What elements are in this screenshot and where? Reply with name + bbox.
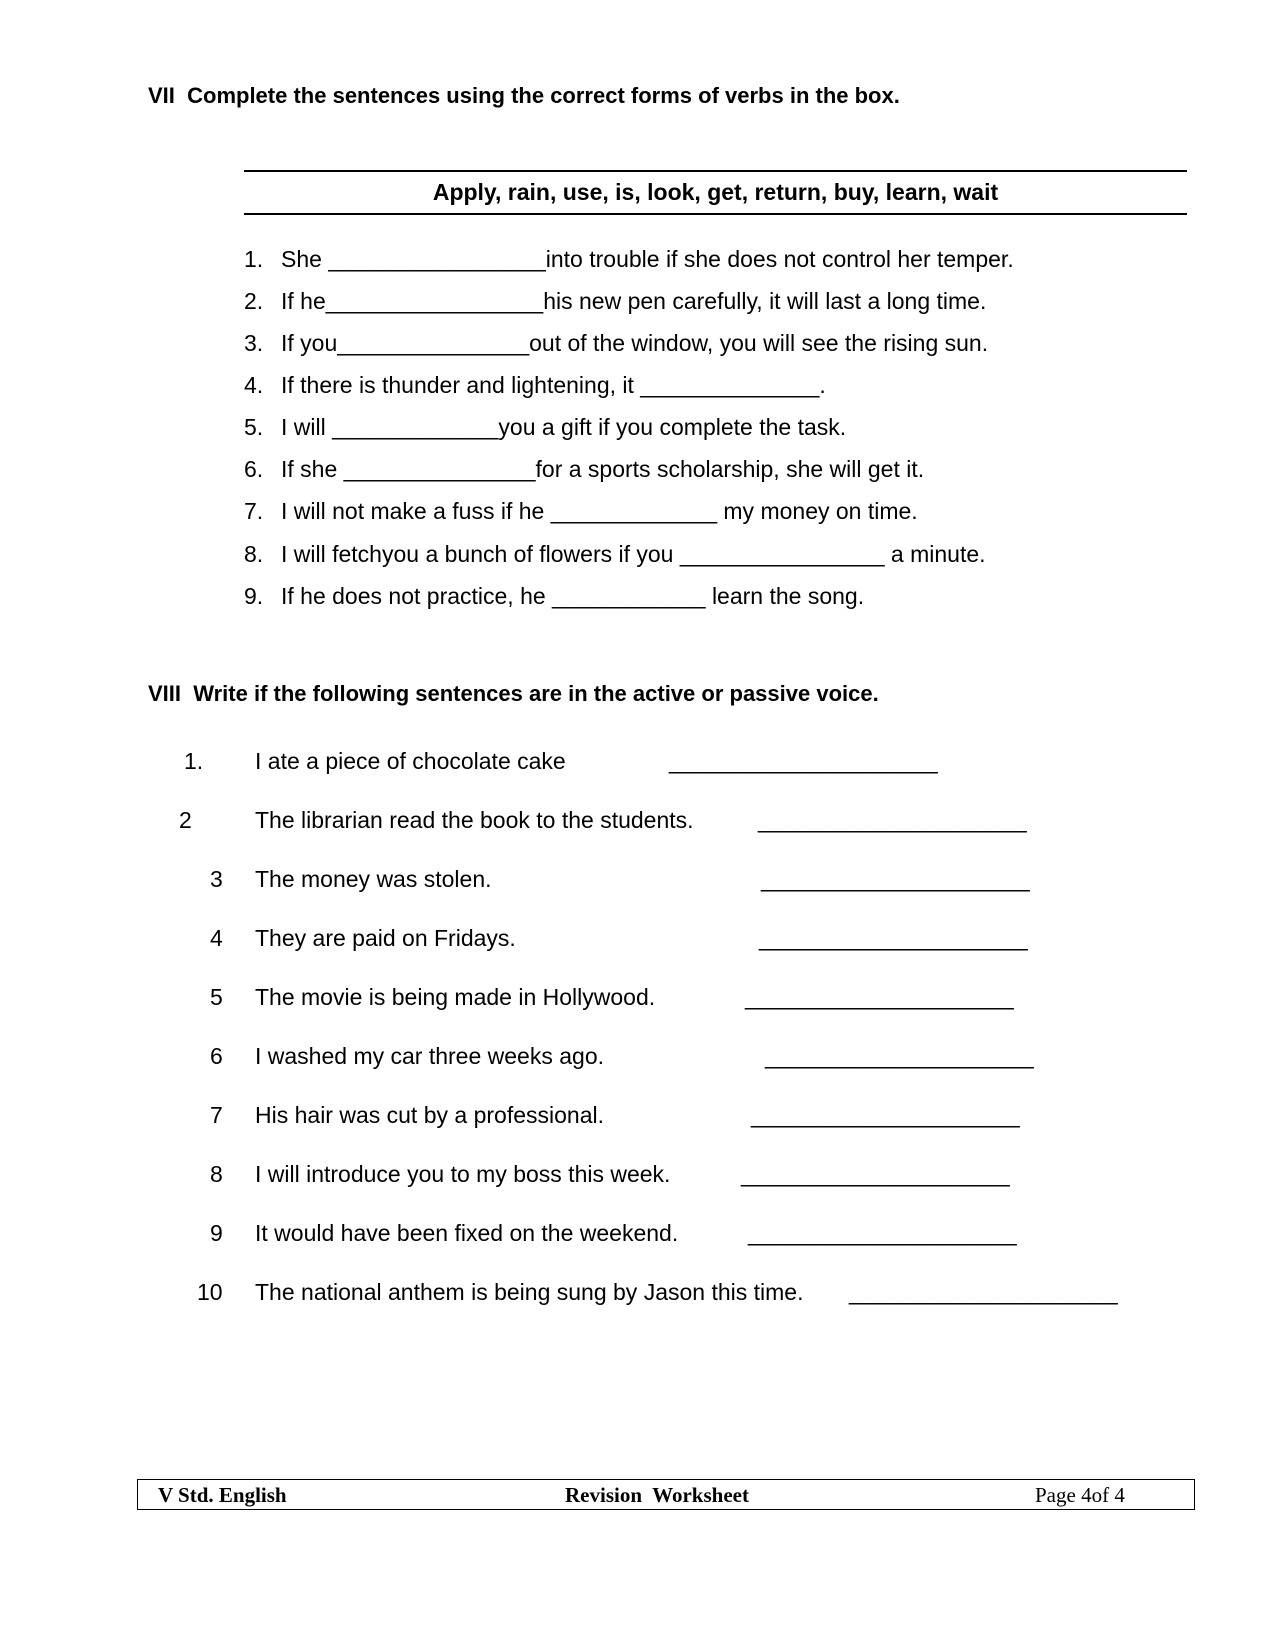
s8-item-3-answer-line: _____________________ [761,866,1030,892]
s8-item-9-number: 9 [210,1220,223,1246]
s8-item-7-answer-line: _____________________ [751,1102,1020,1128]
s8-item-2-answer-line: _____________________ [758,807,1027,833]
verb-box [244,170,1187,215]
s7-item-5-text: I will _____________you a gift if you complete the task. [281,414,847,440]
s8-item-7-text: His hair was cut by a professional. [255,1102,604,1128]
s8-item-5-answer-line: _____________________ [745,984,1014,1010]
s8-item-8-number: 8 [210,1161,223,1187]
s8-item-7-number: 7 [210,1102,223,1128]
s7-item-4-number: 4. [244,372,264,398]
s7-item-5-number: 5. [244,414,264,440]
s8-item-9-text: It would have been fixed on the weekend. [255,1220,679,1246]
section-8-heading: VIII Write if the following sentences are in the active or passive voice. [148,681,879,706]
section-7-heading: VII Complete the sentences using the correct forms of verbs in the box. [148,83,900,108]
s7-item-2-number: 2. [244,288,264,314]
s7-item-9-text: If he does not practice, he ____________ learn the song. [281,583,865,609]
s7-item-6-text: If she _______________for a sports scholarship, she will get it. [281,456,925,482]
footer-class-label: V Std. English [158,1483,287,1507]
s7-item-1-number: 1. [244,246,264,272]
s8-item-10-number: 10 [197,1279,223,1305]
s7-item-8-number: 8. [244,541,264,567]
s7-item-4-text: If there is thunder and lightening, it ______________. [281,372,826,398]
s8-item-5-number: 5 [210,984,223,1010]
s7-item-3-number: 3. [244,330,264,356]
s8-item-10-answer-line: _____________________ [849,1279,1118,1305]
s7-item-9-number: 9. [244,583,264,609]
s8-item-8-answer-line: _____________________ [741,1161,1010,1187]
s8-item-6-answer-line: _____________________ [765,1043,1034,1069]
footer-title: Revision Worksheet [565,1483,749,1507]
s8-item-3-text: The money was stolen. [255,866,492,892]
s8-item-2-number: 2 [179,807,192,833]
s8-item-1-answer-line: _____________________ [669,748,938,774]
s8-item-2-text: The librarian read the book to the students. [255,807,694,833]
s8-item-5-text: The movie is being made in Hollywood. [255,984,656,1010]
s8-item-1-text: I ate a piece of chocolate cake [255,748,566,774]
s7-item-8-text: I will fetchyou a bunch of flowers if you ________________ a minute. [281,541,986,567]
s8-item-1-number: 1. [184,748,204,774]
page-footer [137,1479,1195,1510]
s7-item-2-text: If he_________________his new pen carefully, it will last a long time. [281,288,987,314]
s8-item-8-text: I will introduce you to my boss this week. [255,1161,671,1187]
s7-item-6-number: 6. [244,456,264,482]
s8-item-10-text: The national anthem is being sung by Jason this time. [255,1279,804,1305]
s8-item-6-text: I washed my car three weeks ago. [255,1043,604,1069]
s8-item-6-number: 6 [210,1043,223,1069]
s7-item-7-text: I will not make a fuss if he _____________ my money on time. [281,498,918,524]
s8-item-4-number: 4 [210,925,223,951]
s7-item-3-text: If you_______________out of the window, you will see the rising sun. [281,330,989,356]
s7-item-7-number: 7. [244,498,264,524]
footer-page-number: Page 4of 4 [1035,1483,1125,1507]
s7-item-1-text: She _________________into trouble if she does not control her temper. [281,246,1014,272]
s8-item-4-answer-line: _____________________ [759,925,1028,951]
verb-list: Apply, rain, use, is, look, get, return, buy, learn, wait [432,179,999,205]
s8-item-3-number: 3 [210,866,223,892]
s8-item-9-answer-line: _____________________ [748,1220,1017,1246]
s8-item-4-text: They are paid on Fridays. [255,925,516,951]
